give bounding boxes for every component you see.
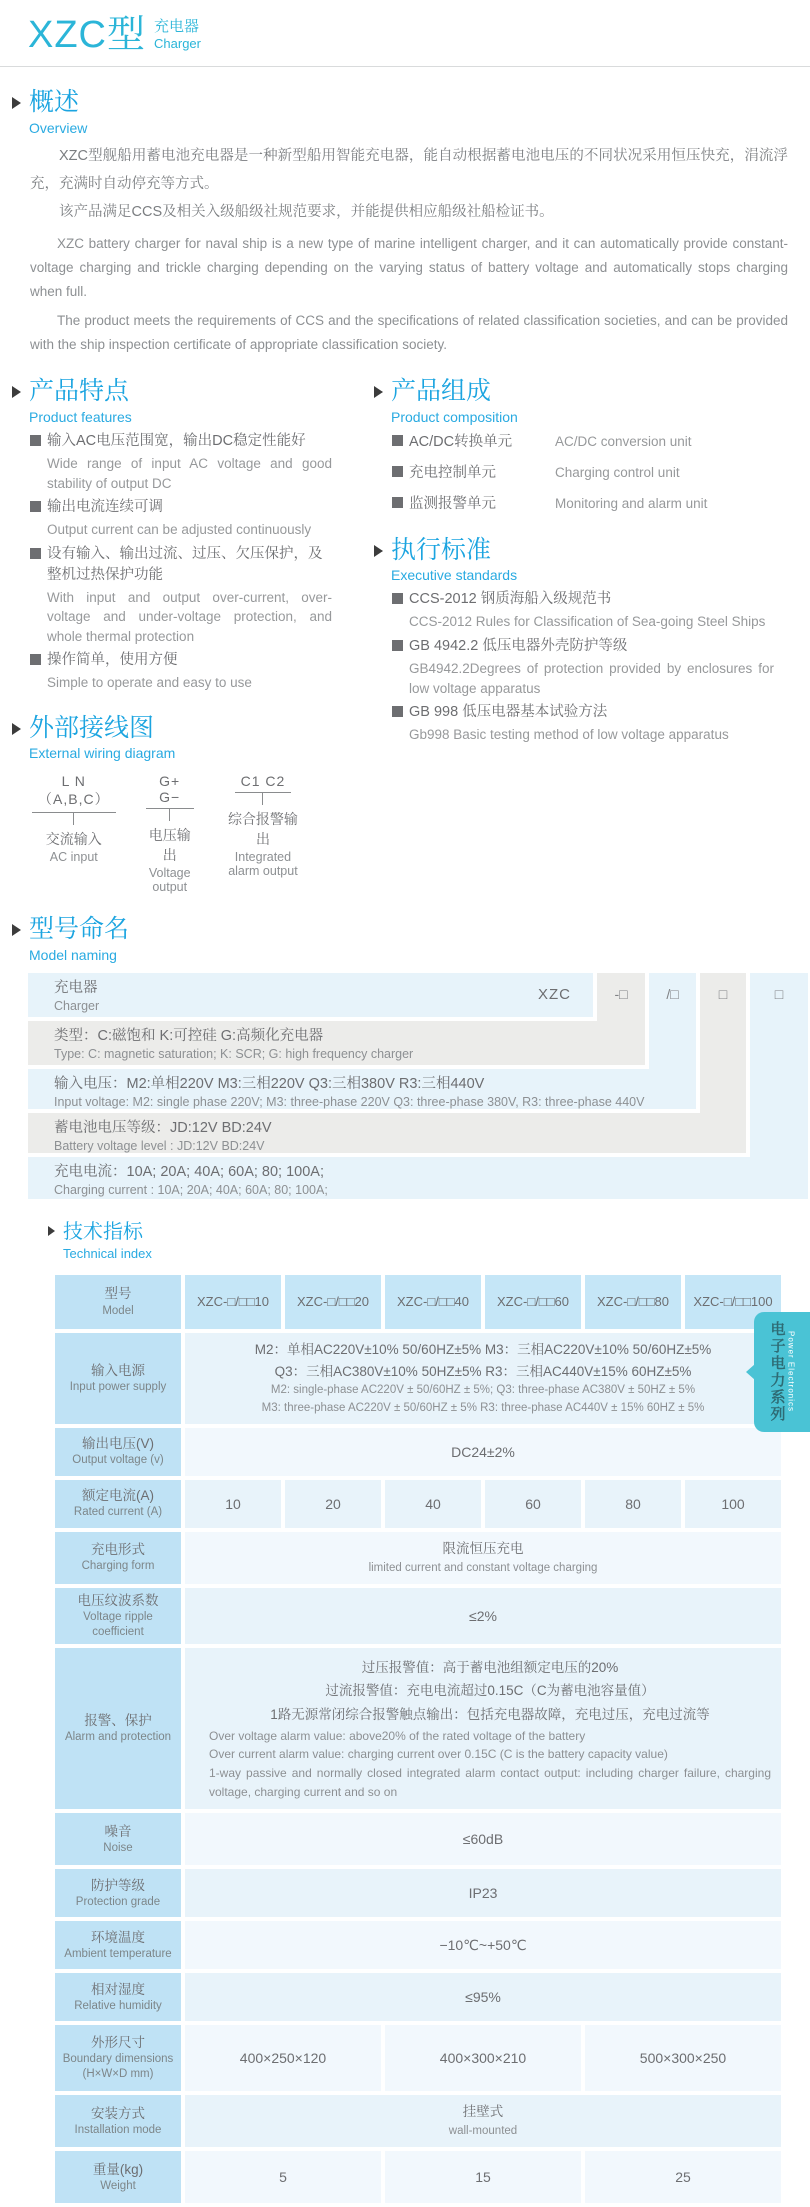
naming-row	[28, 1021, 645, 1065]
right-column	[362, 356, 774, 748]
value-cell: 400×300×210	[385, 2025, 581, 2091]
bullet-square-icon	[392, 466, 403, 477]
label-en: Protection grade	[75, 1895, 161, 1908]
value-line: 限流恒压充电	[442, 1541, 524, 1557]
terminal-connector-line	[73, 813, 74, 825]
value-line: 1-way passive and normally closed integrated alarm contact output: including charger failure, charging voltage, charging current and so on	[209, 1765, 771, 1799]
naming-row-en: Charging current : 10A; 20A; 40A; 60A; 80; 100A;	[54, 1183, 328, 1198]
list-item	[30, 544, 332, 647]
model-naming-diagram	[28, 973, 808, 1199]
terminal-group	[32, 773, 116, 894]
value-cell: 10	[185, 1480, 281, 1528]
label-en: (H×W×D mm)	[82, 2068, 154, 2081]
value-cell: 20	[285, 1480, 381, 1528]
overview-title-en: Overview	[29, 119, 88, 136]
naming-code-box: □	[700, 973, 746, 1153]
feature-en: Wide range of input AC voltage and good stability of output DC	[47, 455, 332, 491]
value-cell: ≤95%	[185, 1973, 781, 2021]
tech-heading	[48, 1221, 810, 1261]
overview-paragraph: XZC型舰船用蓄电池充电器是一种新型船用智能充电器，能自动根据蓄电池电压的不同状况采用恒压快充，涓流浮充，充满时自动停充等方式。	[30, 147, 788, 192]
list-item	[30, 431, 332, 493]
row-label	[55, 1869, 181, 1917]
label-en: Noise	[103, 1841, 133, 1854]
overview-title-cn: 概述	[29, 88, 80, 116]
label-cn: 充电形式	[91, 1542, 145, 1558]
row-label	[55, 1480, 181, 1528]
value-cell: 80	[585, 1480, 681, 1528]
value-cell: 400×250×120	[185, 2025, 381, 2091]
model-header-cell: XZC-□/□□80	[585, 1275, 681, 1329]
series-name-cn: 电子电力系列	[768, 1321, 786, 1423]
composition-title-en: Product composition	[391, 408, 518, 425]
value-line: 挂壁式	[462, 2104, 504, 2120]
standards-title-en: Executive standards	[391, 567, 518, 584]
value-cell	[185, 2095, 781, 2147]
composition-en: Charging control unit	[555, 464, 680, 480]
overview-paragraph: XZC battery charger for naval ship is a new type of marine intelligent charger, and it can automatically provide constant-voltage charging and trickle charging depending on the varying status of battery voltage and automatically stops charging when full.	[30, 236, 788, 299]
wiring-title-en: External wiring diagram	[29, 745, 176, 762]
naming-row-cn: 充电器	[54, 979, 98, 996]
naming-row-cn: 充电电流：10A; 20A; 40A; 60A; 80; 100A;	[54, 1163, 325, 1180]
terminal-label-cn: 交流输入	[45, 831, 102, 848]
naming-row-cn: 类型：C:磁饱和 K:可控硅 G:高频化充电器	[54, 1027, 324, 1044]
terminal-label-en: AC input	[49, 850, 98, 865]
bullet-square-icon	[30, 501, 41, 512]
bullet-square-icon	[392, 497, 403, 508]
section-arrow-icon	[12, 924, 21, 936]
feature-cn: 操作简单，使用方便	[47, 652, 178, 669]
value-cell: 15	[385, 2151, 581, 2203]
value-line: Over voltage alarm value: above20% of the rated voltage of the battery	[209, 1728, 586, 1743]
naming-title-en: Model naming	[29, 946, 117, 963]
label-en: Rated current (A)	[73, 1506, 163, 1519]
model-header-cell: XZC-□/□□40	[385, 1275, 481, 1329]
label-en: Voltage ripple coefficient	[83, 1610, 153, 1638]
bullet-square-icon	[392, 435, 403, 446]
label-cn: 电压纹波系数	[77, 1592, 159, 1608]
features-title-en: Product features	[29, 408, 132, 425]
bullet-square-icon	[392, 640, 403, 651]
table-row	[55, 1813, 781, 1865]
section-wiring	[0, 715, 332, 895]
series-name-en: Power Electronics	[786, 1331, 796, 1413]
naming-code-box: -□	[597, 973, 645, 1065]
feature-en: Output current can be adjusted continuously	[47, 522, 312, 538]
feature-cn: 设有输入、输出过流、过压、欠压保护，及整机过热保护功能	[47, 545, 323, 583]
wiring-title-cn: 外部接线图	[29, 713, 155, 742]
overview-paragraph: 该产品满足CCS及相关入级船级社规范要求，并能提供相应船级社船检证书。	[59, 204, 554, 221]
table-row	[55, 1921, 781, 1969]
row-label	[55, 1973, 181, 2021]
value-line: M2: single-phase AC220V ± 50/60HZ ± 5%; Q3: three-phase AC380V ± 50HZ ± 5%	[270, 1384, 696, 1397]
table-row	[55, 2025, 781, 2091]
table-row	[55, 1532, 781, 1584]
value-line: 1路无源常闭综合报警触点输出：包括充电器故障，充电过压，充电过流等	[270, 1707, 710, 1723]
tech-title-en: Technical index	[63, 1245, 152, 1261]
naming-row	[28, 1069, 696, 1109]
standard-cn: CCS-2012 钢质海船入级规范书	[409, 591, 612, 608]
terminal-label-en: Voltage output	[148, 866, 191, 895]
table-row	[55, 1428, 781, 1476]
standards-list	[392, 589, 774, 744]
standard-cn: GB 998 低压电器基本试验方法	[409, 704, 608, 721]
value-line: Over current alarm value: charging current over 0.15C (C is the battery capacity value)	[209, 1747, 668, 1762]
naming-row	[28, 973, 593, 1017]
label-cn: 型号	[104, 1286, 132, 1302]
label-en: Boundary dimensions	[62, 2053, 174, 2066]
label-en: Charging form	[81, 1560, 155, 1573]
value-cell	[185, 1333, 781, 1424]
features-heading	[12, 378, 332, 425]
table-row	[55, 1648, 781, 1809]
label-en: Output voltage (v)	[72, 1454, 164, 1467]
left-column	[0, 356, 332, 894]
feature-en: Simple to operate and easy to use	[47, 675, 252, 691]
row-label	[55, 1921, 181, 1969]
table-row	[55, 2151, 781, 2203]
value-cell: DC24±2%	[185, 1428, 781, 1476]
label-cn: 防护等级	[91, 1877, 145, 1893]
section-standards	[362, 537, 774, 745]
composition-cn: AC/DC转换单元	[409, 433, 513, 450]
row-label	[55, 1648, 181, 1809]
list-item	[392, 493, 774, 515]
label-cn: 报警、保护	[84, 1712, 152, 1728]
tech-table	[51, 1271, 785, 2207]
naming-row-en: Type: C: magnetic saturation; K: SCR; G: high frequency charger	[54, 1047, 414, 1062]
features-list	[30, 431, 332, 693]
tech-title-cn: 技术指标	[63, 1220, 143, 1243]
list-item	[30, 650, 332, 693]
terminal-group	[224, 773, 302, 894]
value-cell	[185, 1648, 781, 1809]
section-arrow-icon	[12, 723, 21, 735]
terminal-connector-line	[262, 793, 263, 805]
standard-cn: GB 4942.2 低压电器外壳防护等级	[409, 638, 628, 655]
naming-heading	[12, 916, 810, 963]
standard-en: GB4942.2Degrees of protection provided by enclosures for low voltage apparatus	[409, 661, 774, 696]
terminal-code: L N（A,B,C）	[32, 773, 116, 813]
value-line: 过压报警值：高于蓄电池组额定电压的20%	[361, 1659, 619, 1675]
value-cell: 500×300×250	[585, 2025, 781, 2091]
naming-row-en: Input voltage: M2: single phase 220V; M3: three-phase 220V Q3: three-phase 380V, R3: three-phase 440V	[54, 1095, 645, 1110]
standards-heading	[374, 537, 774, 584]
row-label	[55, 1333, 181, 1424]
value-line: M2：单相AC220V±10% 50/60HZ±5% M3：三相AC220V±10% 50/60HZ±5%	[254, 1341, 712, 1357]
label-en: Model	[102, 1304, 134, 1317]
list-item	[392, 636, 774, 698]
page-header	[0, 0, 810, 54]
section-features	[0, 378, 332, 693]
value-cell: ≤60dB	[185, 1813, 781, 1865]
naming-code-box: □	[750, 973, 808, 1199]
terminal-connector-line	[169, 809, 170, 821]
feature-cn: 输入AC电压范围宽，输出DC稳定性能好	[47, 432, 306, 449]
composition-en: AC/DC conversion unit	[555, 433, 692, 449]
terminal-label-cn: 电压输出	[148, 827, 191, 864]
page-title: XZC型	[28, 14, 147, 56]
section-arrow-icon	[374, 386, 383, 398]
section-composition	[362, 378, 774, 515]
feature-cn: 输出电流连续可调	[47, 499, 163, 516]
model-header-cell: XZC-□/□□100	[685, 1275, 781, 1329]
feature-en: With input and output over-current, over-voltage and under-voltage protection, and whole thermal protection	[47, 589, 332, 644]
section-overview	[0, 89, 810, 356]
value-cell: ≤2%	[185, 1588, 781, 1644]
section-naming	[0, 916, 810, 1199]
list-item	[392, 462, 774, 484]
row-label	[55, 1532, 181, 1584]
terminal-code: G+ G−	[146, 773, 194, 809]
standard-en: Gb998 Basic testing method of low voltage apparatus	[409, 727, 729, 743]
value-line: limited current and constant voltage charging	[368, 1561, 598, 1574]
terminal-group	[146, 773, 194, 894]
section-tech	[0, 1221, 810, 2207]
value-line: M3: three-phase AC220V ± 50/60HZ ± 5% R3: three-phase AC440V ± 15% 60HZ ± 5%	[261, 1401, 705, 1414]
naming-title-cn: 型号命名	[29, 915, 130, 944]
label-cn: 环境温度	[91, 1929, 145, 1945]
naming-row	[28, 1157, 808, 1199]
composition-en: Monitoring and alarm unit	[555, 495, 708, 511]
row-label	[55, 2151, 181, 2203]
value-cell: −10℃~+50℃	[185, 1921, 781, 1969]
row-label	[55, 1813, 181, 1865]
header-divider	[0, 66, 810, 67]
naming-row-cn: 输入电压：M2:单相220V M3:三相220V Q3:三相380V R3:三相440V	[54, 1075, 485, 1092]
label-cn: 噪音	[104, 1823, 132, 1839]
section-arrow-icon	[12, 97, 21, 109]
label-en: Weight	[100, 2179, 136, 2192]
bullet-square-icon	[30, 435, 41, 446]
features-title-cn: 产品特点	[29, 377, 130, 406]
model-prefix: XZC	[538, 985, 571, 1003]
table-row	[55, 1973, 781, 2021]
model-header-cell: XZC-□/□□20	[285, 1275, 381, 1329]
value-cell: 5	[185, 2151, 381, 2203]
value-cell: IP23	[185, 1869, 781, 1917]
label-cn: 输入电源	[91, 1362, 145, 1378]
label-en: Input power supply	[69, 1380, 167, 1393]
standard-en: CCS-2012 Rules for Classification of Sea-going Steel Ships	[409, 614, 766, 630]
table-row	[55, 1480, 781, 1528]
composition-list	[392, 431, 774, 515]
naming-row-cn: 蓄电池电压等级：JD:12V BD:24V	[54, 1119, 272, 1136]
value-line: Q3：三相AC380V±10% 50HZ±5% R3：三相AC440V±15% 60HZ±5%	[274, 1363, 692, 1379]
naming-code-box: /□	[649, 973, 696, 1109]
label-cn: 外形尺寸	[91, 2035, 145, 2051]
section-arrow-icon	[48, 1226, 55, 1236]
standards-title-cn: 执行标准	[391, 535, 492, 564]
label-en: Installation mode	[74, 2123, 162, 2136]
section-arrow-icon	[12, 386, 21, 398]
bullet-square-icon	[30, 654, 41, 665]
wiring-diagram	[32, 773, 332, 894]
overview-paragraph: The product meets the requirements of CCS and the specifications of related classification societies, and can be provided with the ship inspection certificate of appropriate classification society.	[30, 313, 788, 352]
terminal-label-cn: 综合报警输出	[227, 811, 298, 848]
composition-cn: 充电控制单元	[409, 464, 496, 481]
list-item	[392, 431, 774, 453]
model-header-cell: XZC-□/□□60	[485, 1275, 581, 1329]
table-row	[55, 1588, 781, 1644]
table-row	[55, 2095, 781, 2147]
terminal-code: C1 C2	[235, 773, 292, 793]
label-cn: 相对湿度	[91, 1981, 145, 1997]
model-header-cell: XZC-□/□□10	[185, 1275, 281, 1329]
naming-row-en: Charger	[54, 999, 100, 1014]
list-item	[392, 702, 774, 745]
row-label	[55, 1588, 181, 1644]
row-label	[55, 2095, 181, 2147]
naming-row-en: Battery voltage level : JD:12V BD:24V	[54, 1139, 265, 1154]
wiring-heading	[12, 715, 332, 762]
value-line: wall-mounted	[448, 2124, 518, 2137]
label-en: Ambient temperature	[64, 1947, 172, 1960]
terminal-label-en: Integrated alarm output	[228, 850, 298, 879]
row-label	[55, 1275, 181, 1329]
page-subtitle	[154, 18, 201, 52]
row-label	[55, 2025, 181, 2091]
label-cn: 安装方式	[91, 2105, 145, 2121]
label-cn: 输出电压(V)	[82, 1436, 154, 1452]
value-line: 过流报警值：充电电流超过0.15C（C为蓄电池容量值）	[325, 1683, 655, 1699]
bullet-square-icon	[30, 548, 41, 559]
series-side-tab	[754, 1312, 810, 1432]
value-cell: 100	[685, 1480, 781, 1528]
table-row	[55, 1275, 781, 1329]
overview-heading	[12, 89, 810, 136]
list-item	[392, 589, 774, 632]
label-cn: 额定电流(A)	[82, 1488, 154, 1504]
bullet-square-icon	[392, 706, 403, 717]
bullet-square-icon	[392, 593, 403, 604]
two-column-area	[0, 356, 810, 894]
composition-cn: 监测报警单元	[409, 495, 496, 512]
section-arrow-icon	[374, 545, 383, 557]
label-en: Relative humidity	[74, 1999, 162, 2012]
composition-heading	[374, 378, 774, 425]
list-item	[30, 497, 332, 540]
row-label	[55, 1428, 181, 1476]
product-name-en: Charger	[154, 36, 201, 51]
product-name-cn: 充电器	[154, 18, 200, 35]
naming-row	[28, 1113, 746, 1153]
label-cn: 重量(kg)	[92, 2161, 144, 2177]
value-cell: 60	[485, 1480, 581, 1528]
composition-title-cn: 产品组成	[391, 377, 492, 406]
value-cell: 40	[385, 1480, 481, 1528]
table-row	[55, 1333, 781, 1424]
value-cell	[185, 1532, 781, 1584]
label-en: Alarm and protection	[64, 1731, 172, 1744]
value-cell: 25	[585, 2151, 781, 2203]
table-row	[55, 1869, 781, 1917]
